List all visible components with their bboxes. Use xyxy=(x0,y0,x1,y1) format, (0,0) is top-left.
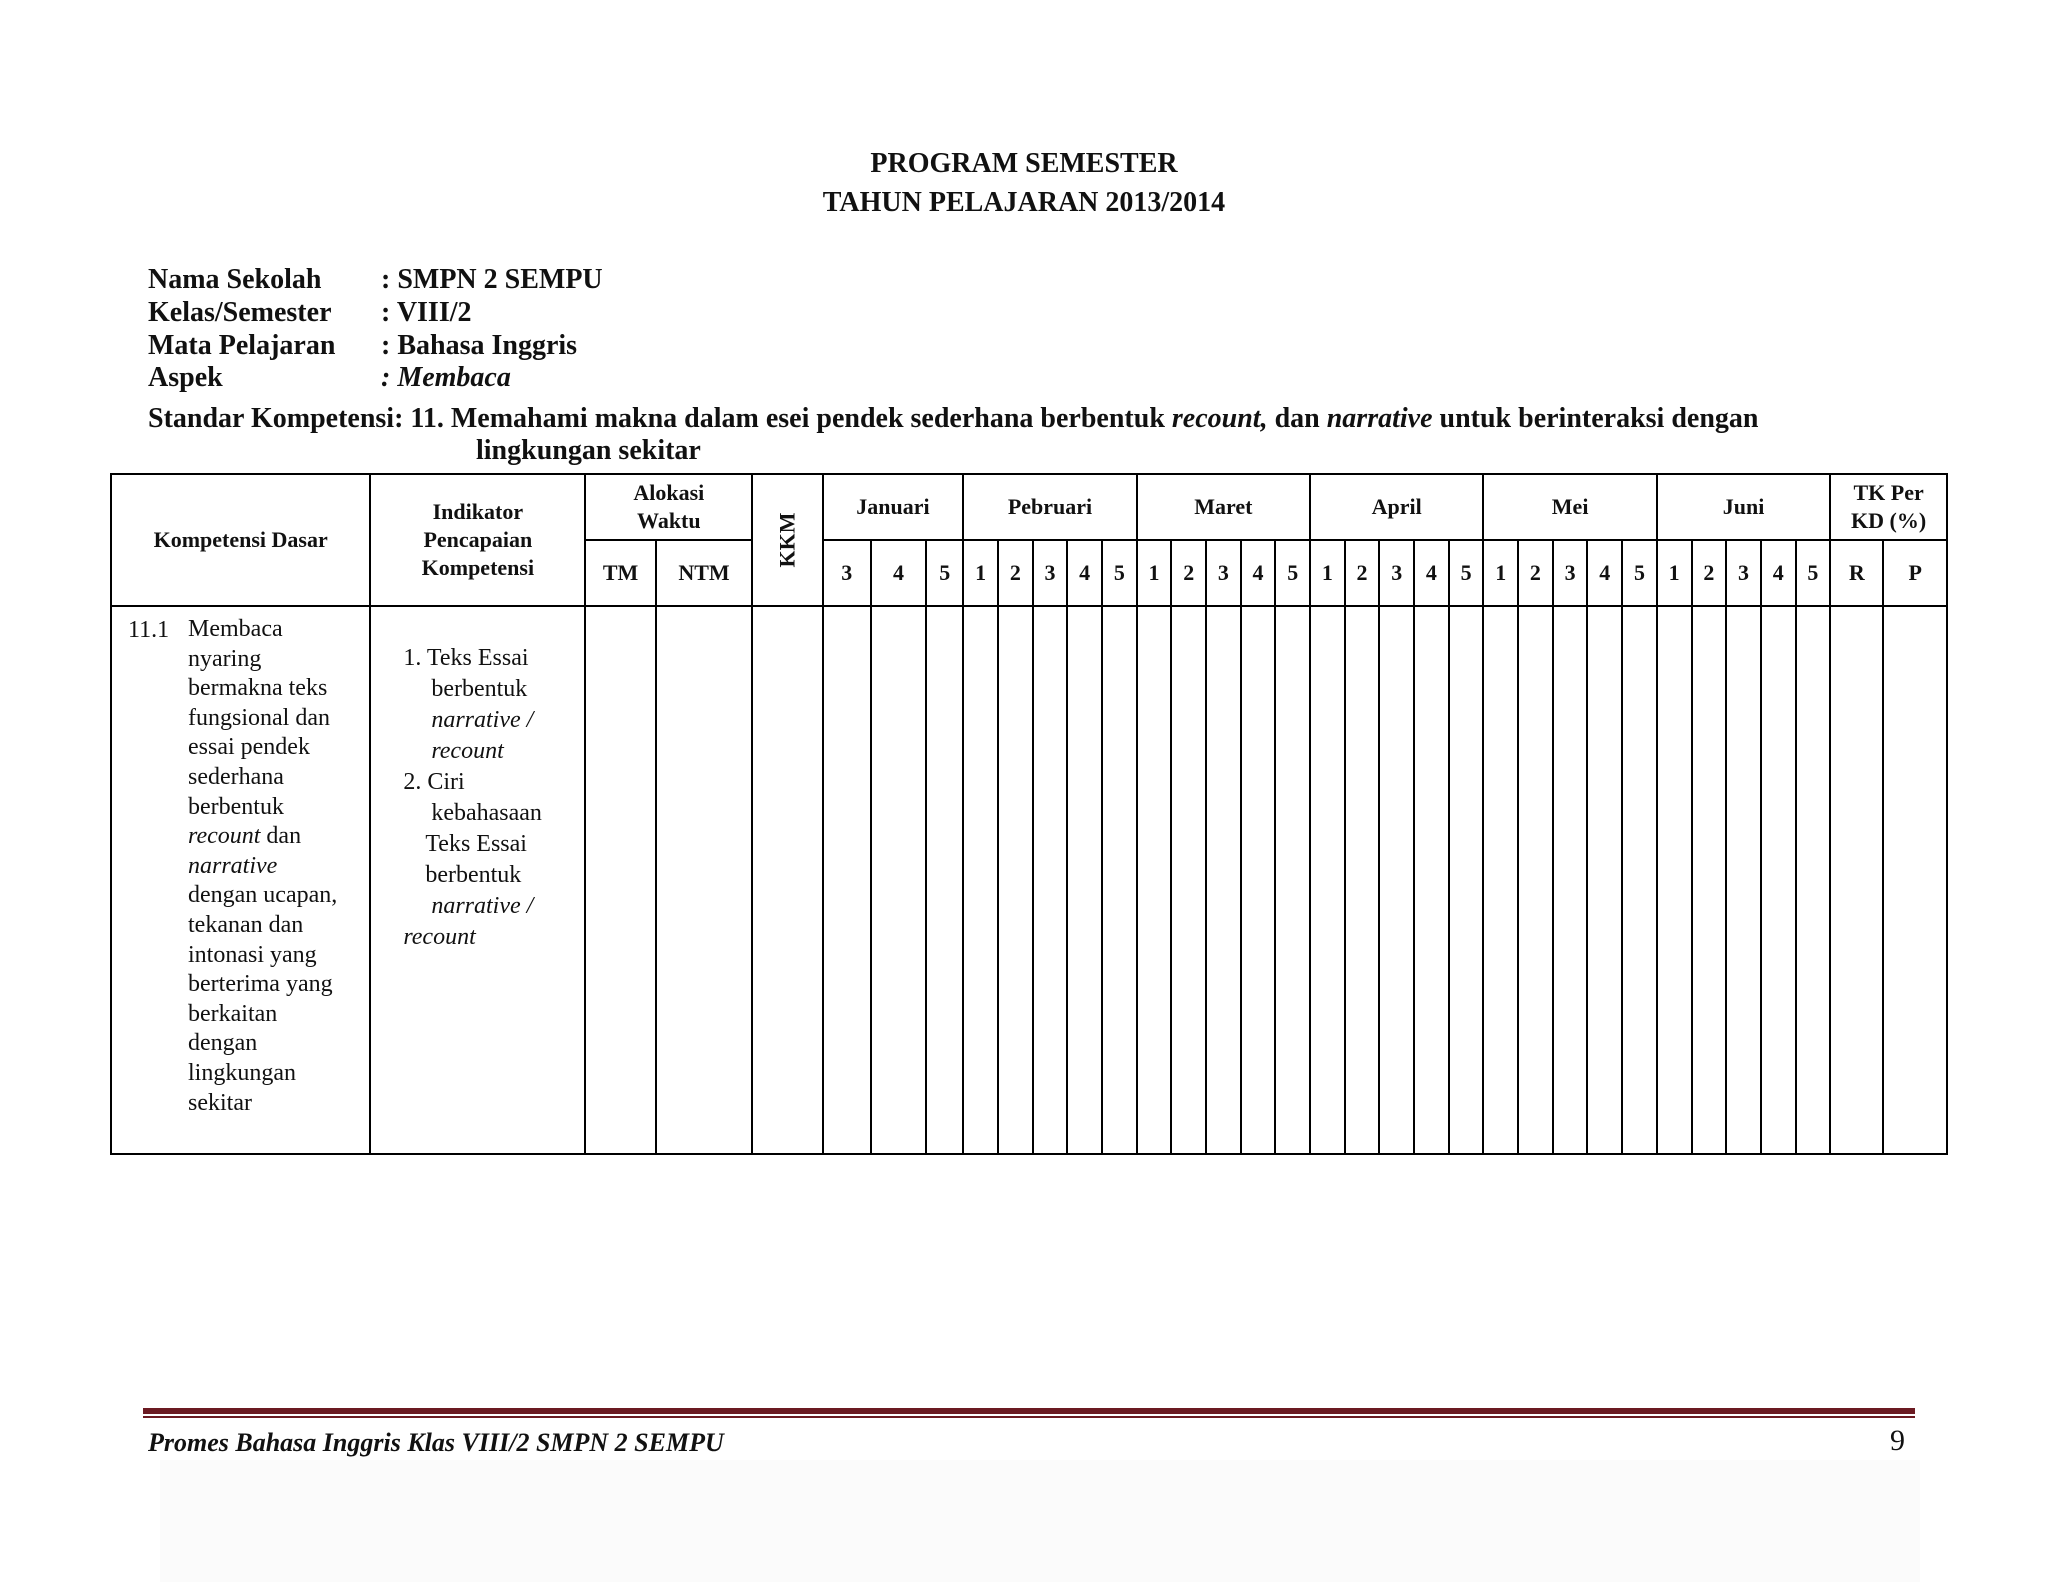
header-tk-line: TK Per xyxy=(1853,480,1924,505)
cell-week xyxy=(926,606,963,1154)
header-week: 5 xyxy=(1275,540,1310,606)
footer-rule-thick xyxy=(143,1408,1915,1414)
header-week: 1 xyxy=(963,540,998,606)
cell-week xyxy=(1137,606,1172,1154)
cell-week xyxy=(1726,606,1761,1154)
kd-number: 11.1 xyxy=(128,617,170,643)
cell-week xyxy=(963,606,998,1154)
kd-line: lingkungan xyxy=(188,1059,296,1086)
cell-p xyxy=(1883,606,1947,1154)
cell-week xyxy=(1518,606,1553,1154)
cell-week xyxy=(1067,606,1102,1154)
cell-week xyxy=(1414,606,1449,1154)
header-month-april: April xyxy=(1310,474,1483,540)
page-shade xyxy=(160,1460,1920,1582)
header-week: 4 xyxy=(1761,540,1796,606)
kd-line: essai pendek xyxy=(188,734,310,761)
header-week: 2 xyxy=(998,540,1033,606)
header-week: 4 xyxy=(1067,540,1102,606)
footer-rule-thin xyxy=(143,1416,1915,1418)
kd-line: berkaitan xyxy=(188,1000,278,1027)
indicator-line: Teks Essai xyxy=(425,831,527,857)
table-row xyxy=(111,606,1947,1154)
kd-line: tekanan dan xyxy=(188,911,304,938)
cell-week xyxy=(1657,606,1692,1154)
kd-line: berbentuk xyxy=(188,793,284,820)
kd-line: dengan xyxy=(188,1030,258,1057)
cell-week xyxy=(1345,606,1380,1154)
header-indikator xyxy=(370,474,585,606)
kd-line: Membaca xyxy=(188,616,283,642)
cell-r xyxy=(1830,606,1883,1154)
header-month-mei: Mei xyxy=(1483,474,1656,540)
cell-indikator xyxy=(370,606,585,1154)
header-tk-line: KD (%) xyxy=(1851,508,1927,533)
cell-week xyxy=(1796,606,1831,1154)
info-row-class xyxy=(148,296,472,329)
header-week: 2 xyxy=(1171,540,1206,606)
cell-week xyxy=(998,606,1033,1154)
header-kompetensi-dasar xyxy=(111,474,370,606)
header-week: 3 xyxy=(1726,540,1761,606)
cell-week xyxy=(1692,606,1727,1154)
header-week: 3 xyxy=(823,540,871,606)
header-week: 2 xyxy=(1345,540,1380,606)
cell-ntm xyxy=(656,606,753,1154)
cell-week xyxy=(1275,606,1310,1154)
kd-line: berterima yang xyxy=(188,971,333,998)
cell-kkm xyxy=(752,606,822,1154)
header-week: 1 xyxy=(1310,540,1345,606)
info-label: Nama Sekolah xyxy=(148,264,322,295)
header-month-maret: Maret xyxy=(1137,474,1310,540)
header-week: 5 xyxy=(1622,540,1657,606)
standar-recount: recount, xyxy=(1171,403,1268,434)
header-week: 2 xyxy=(1692,540,1727,606)
standar-kompetensi-line2: lingkungan sekitar xyxy=(476,435,701,466)
indicator-line: narrative / xyxy=(431,893,534,919)
header-kkm xyxy=(752,474,822,606)
header-r: R xyxy=(1830,540,1883,606)
cell-week xyxy=(1761,606,1796,1154)
page-number: 9 xyxy=(1890,1424,1905,1457)
info-value: : Membaca xyxy=(381,362,511,393)
standar-narrative: narrative xyxy=(1326,403,1433,434)
header-week: 3 xyxy=(1206,540,1241,606)
indicator-line: 1. Teks Essai xyxy=(403,645,529,671)
cell-week xyxy=(1033,606,1068,1154)
page-title: PROGRAM SEMESTER xyxy=(870,148,1178,179)
header-indikator-line: Pencapaian xyxy=(423,527,533,552)
cell-kompetensi-dasar xyxy=(111,606,370,1154)
kd-line: nyaring xyxy=(188,645,262,672)
header-week: 2 xyxy=(1518,540,1553,606)
kd-line: dengan ucapan, xyxy=(188,882,338,909)
cell-week xyxy=(1553,606,1588,1154)
header-week: 4 xyxy=(871,540,926,606)
kd-plain-word: dan xyxy=(260,823,302,850)
indicator-line: 2. Ciri xyxy=(403,769,465,795)
info-value: : Bahasa Inggris xyxy=(381,330,578,361)
header-ntm: NTM xyxy=(656,540,753,606)
header-indikator-line: Kompetensi xyxy=(421,555,535,580)
header-week: 3 xyxy=(1379,540,1414,606)
kd-text xyxy=(188,615,358,1118)
indicator-list xyxy=(371,607,584,953)
cell-week xyxy=(1622,606,1657,1154)
info-label: Mata Pelajaran xyxy=(148,330,336,361)
kd-line: intonasi yang xyxy=(188,941,317,968)
header-week: 1 xyxy=(1657,540,1692,606)
header-week: 4 xyxy=(1587,540,1622,606)
cell-week xyxy=(1483,606,1518,1154)
info-label: Aspek xyxy=(148,362,223,393)
header-alokasi-line: Waktu xyxy=(637,508,701,533)
info-row-subject xyxy=(148,329,577,362)
kd-line: fungsional dan xyxy=(188,704,330,731)
header-month-juni: Juni xyxy=(1657,474,1830,540)
header-row-months xyxy=(111,474,1947,540)
cell-week xyxy=(1379,606,1414,1154)
header-alokasi-waktu xyxy=(585,474,752,540)
header-kompetensi-dasar-text: Kompetensi Dasar xyxy=(153,527,328,552)
header-week: 5 xyxy=(1102,540,1137,606)
header-week: 4 xyxy=(1241,540,1276,606)
header-week: 1 xyxy=(1483,540,1518,606)
header-indikator-line: Indikator xyxy=(432,499,524,524)
cell-week xyxy=(871,606,926,1154)
cell-tm xyxy=(585,606,655,1154)
indicator-line: narrative / xyxy=(431,707,534,733)
info-value: : VIII/2 xyxy=(381,297,472,328)
kd-line xyxy=(188,822,358,852)
cell-week xyxy=(1449,606,1484,1154)
indicator-line: berbentuk xyxy=(431,676,528,702)
header-week: 5 xyxy=(1796,540,1831,606)
cell-week xyxy=(823,606,871,1154)
cell-week xyxy=(1310,606,1345,1154)
info-row-aspect xyxy=(148,361,511,394)
cell-week xyxy=(1241,606,1276,1154)
standar-suffix: untuk berinteraksi dengan xyxy=(1432,403,1759,434)
page-subtitle: TAHUN PELAJARAN 2013/2014 xyxy=(822,187,1226,218)
indicator-line: kebahasaan xyxy=(431,800,542,826)
kd-line: narrative xyxy=(188,852,278,879)
footer-text: Promes Bahasa Inggris Klas VIII/2 SMPN 2 SEMPU xyxy=(148,1428,724,1457)
program-semester-table xyxy=(110,473,1948,1155)
kd-line: bermakna teks xyxy=(188,675,328,702)
indicator-line: recount xyxy=(403,924,476,950)
header-p: P xyxy=(1883,540,1947,606)
header-month-pebruari: Pebruari xyxy=(963,474,1136,540)
cell-week xyxy=(1206,606,1241,1154)
header-alokasi-line: Alokasi xyxy=(633,480,705,505)
header-week: 5 xyxy=(926,540,963,606)
standar-kompetensi xyxy=(148,402,1758,435)
info-row-school xyxy=(148,263,603,296)
header-week: 5 xyxy=(1449,540,1484,606)
header-month-januari: Januari xyxy=(823,474,964,540)
header-week: 3 xyxy=(1033,540,1068,606)
kd-line: sederhana xyxy=(188,763,284,790)
header-kkm-text: KKM xyxy=(774,512,800,568)
header-week: 4 xyxy=(1414,540,1449,606)
info-label: Kelas/Semester xyxy=(148,297,332,328)
cell-week xyxy=(1102,606,1137,1154)
header-week: 3 xyxy=(1553,540,1588,606)
header-tk-per-kd xyxy=(1830,474,1947,540)
indicator-line: recount xyxy=(431,738,504,764)
cell-week xyxy=(1587,606,1622,1154)
kd-italic-word: recount xyxy=(188,823,261,850)
indicator-line: berbentuk xyxy=(425,862,522,888)
header-week: 1 xyxy=(1137,540,1172,606)
standar-dan: dan xyxy=(1267,403,1327,434)
standar-text: Standar Kompetensi: 11. Memahami makna dalam esei pendek sederhana berbentuk xyxy=(148,403,1172,434)
info-value: : SMPN 2 SEMPU xyxy=(381,264,603,295)
kd-line: sekitar xyxy=(188,1089,252,1116)
header-tm: TM xyxy=(585,540,655,606)
cell-week xyxy=(1171,606,1206,1154)
